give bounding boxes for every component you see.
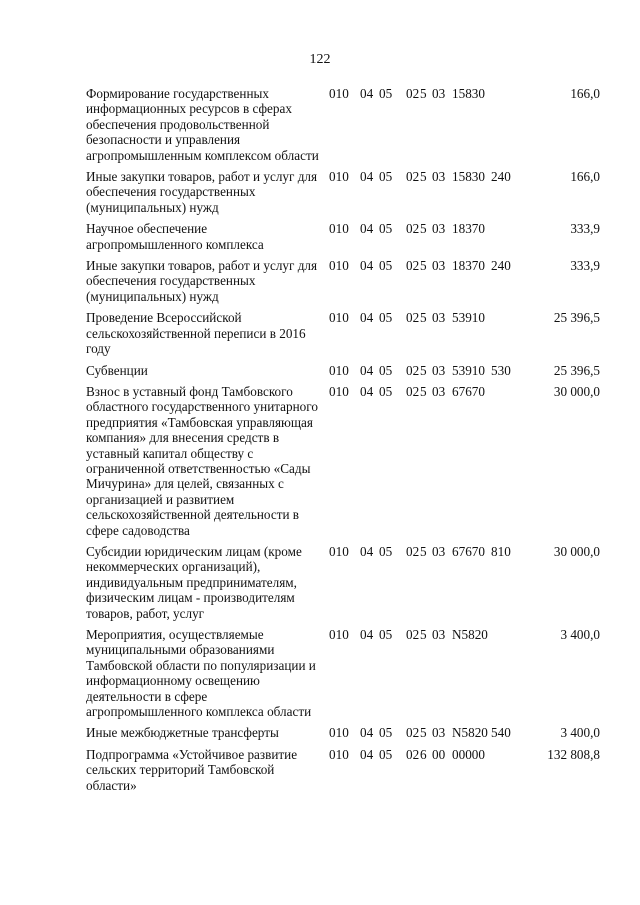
row-pr: 05	[379, 627, 393, 642]
row-event-code: 03	[432, 169, 446, 185]
row-rz: 04	[360, 725, 374, 741]
row-event-code: 03	[432, 221, 446, 237]
row-grbs: 010	[329, 86, 349, 101]
row-grbs: 010	[329, 362, 349, 378]
row-rz: 04	[360, 86, 374, 101]
row-expense-type	[491, 221, 520, 258]
row-direction-code: 67670	[452, 543, 485, 559]
table-row	[86, 310, 600, 362]
row-amount: 3 400,0	[560, 725, 600, 741]
row-pr: 05	[379, 746, 393, 762]
row-direction-code: 53910	[452, 362, 485, 378]
row-expense-type: 530	[491, 362, 511, 378]
row-grbs: 010	[329, 310, 349, 326]
row-pr: 05	[379, 221, 393, 237]
row-amount: 30 000,0	[553, 543, 600, 559]
row-event-code: 03	[432, 86, 446, 101]
row-program-code: 02	[406, 86, 420, 101]
row-grbs: 010	[329, 627, 349, 642]
row-rz: 04	[360, 627, 374, 642]
row-pr: 05	[379, 725, 393, 741]
row-expense-type: 810	[491, 543, 511, 559]
row-amount: 132 808,8	[547, 746, 600, 762]
row-pr: 05	[379, 362, 393, 378]
row-amount: 166,0	[570, 86, 600, 101]
row-direction-code: 18370	[452, 258, 485, 274]
row-program-code: 02	[406, 725, 420, 741]
row-direction-code: N5820	[452, 725, 488, 741]
row-grbs: 010	[329, 725, 349, 741]
row-expense-type	[491, 86, 520, 169]
row-event-code: 03	[432, 362, 446, 378]
row-program-code: 02	[406, 383, 420, 399]
row-subprogram-code: 5	[420, 725, 427, 741]
row-program-code: 02	[406, 258, 420, 274]
row-name: Субсидии юридическим лицам (кроме некоммерческих организаций), индивидуальным предпринимателям, физическим лицам - производителям товаров, работ, услуг	[86, 543, 302, 621]
table-row	[86, 258, 600, 310]
row-event-code: 03	[432, 543, 446, 559]
row-expense-type	[491, 310, 520, 362]
row-name: Формирование государственных информационных ресурсов в сферах обеспечения продовольственной безопасности и управления агропромышленным комплексом области	[86, 86, 319, 163]
row-direction-code: 00000	[452, 746, 485, 762]
row-name: Иные закупки товаров, работ и услуг для обеспечения государственных (муниципальных) нужд	[86, 169, 318, 215]
row-event-code: 03	[432, 383, 446, 399]
row-program-code: 02	[406, 627, 420, 642]
row-direction-code: 15830	[452, 169, 485, 185]
row-pr: 05	[379, 383, 393, 399]
budget-table	[86, 86, 600, 799]
row-name: Проведение Всероссийской сельскохозяйственной переписи в 2016 году	[86, 310, 306, 357]
row-subprogram-code: 5	[420, 169, 427, 185]
row-pr: 05	[379, 169, 393, 185]
row-subprogram-code: 5	[420, 543, 427, 559]
row-rz: 04	[360, 543, 374, 559]
row-direction-code: 53910	[452, 310, 485, 326]
row-grbs: 010	[329, 221, 349, 237]
row-subprogram-code: 5	[420, 627, 427, 642]
row-grbs: 010	[329, 746, 349, 762]
row-program-code: 02	[406, 362, 420, 378]
row-program-code: 02	[406, 310, 420, 326]
row-rz: 04	[360, 258, 374, 274]
row-rz: 04	[360, 362, 374, 378]
row-name: Иные межбюджетные трансферты	[86, 725, 279, 741]
table-row	[86, 544, 600, 627]
row-name: Взнос в уставный фонд Тамбовского областного государственного унитарного предприятия «Тамбовская управляющая компания» для внесения средств в уставный капитал обществу с ограниченной ответственностью «Сады Мичурина» для целей, связанных с организацией и развитием сельскохозяйственной деятельности в сфере садоводства	[86, 383, 318, 538]
table-row	[86, 747, 600, 799]
row-rz: 04	[360, 383, 374, 399]
table-row	[86, 363, 600, 384]
row-subprogram-code: 6	[420, 746, 427, 762]
row-name: Научное обеспечение агропромышленного комплекса	[86, 221, 264, 252]
row-name: Иные закупки товаров, работ и услуг для обеспечения государственных (муниципальных) нужд	[86, 258, 318, 304]
row-subprogram-code: 5	[420, 310, 427, 326]
row-expense-type	[491, 627, 520, 725]
row-subprogram-code: 5	[420, 362, 427, 378]
table-row	[86, 725, 600, 746]
row-direction-code: 15830	[452, 86, 485, 101]
row-program-code: 02	[406, 221, 420, 237]
row-pr: 05	[379, 258, 393, 274]
table-row	[86, 627, 600, 725]
row-amount: 25 396,5	[553, 310, 600, 326]
row-expense-type: 240	[491, 258, 511, 274]
row-program-code: 02	[406, 746, 420, 762]
row-event-code: 00	[432, 746, 446, 762]
row-program-code: 02	[406, 169, 420, 185]
row-event-code: 03	[432, 258, 446, 274]
table-row	[86, 221, 600, 258]
row-amount: 333,9	[570, 221, 600, 237]
row-event-code: 03	[432, 725, 446, 741]
row-event-code: 03	[432, 627, 446, 642]
row-expense-type: 540	[491, 725, 511, 741]
row-pr: 05	[379, 310, 393, 326]
row-pr: 05	[379, 543, 393, 559]
table-row	[86, 169, 600, 221]
row-amount: 333,9	[570, 258, 600, 274]
row-name: Подпрограмма «Устойчивое развитие сельских территорий Тамбовской области»	[86, 746, 298, 793]
row-program-code: 02	[406, 543, 420, 559]
row-grbs: 010	[329, 383, 349, 399]
row-amount: 30 000,0	[553, 383, 600, 399]
row-direction-code: 18370	[452, 221, 485, 237]
row-name: Мероприятия, осуществляемые муниципальными образованиями Тамбовской области по популяризации и информационному освещению деятельности в сфере агропромышленного комплекса области	[86, 627, 316, 720]
row-direction-code: N5820	[452, 627, 488, 642]
row-direction-code: 67670	[452, 383, 485, 399]
page-number: 122	[309, 52, 331, 67]
row-subprogram-code: 5	[420, 221, 427, 237]
row-expense-type	[491, 384, 520, 544]
row-expense-type	[491, 747, 520, 799]
row-rz: 04	[360, 310, 374, 326]
row-grbs: 010	[329, 258, 349, 274]
row-rz: 04	[360, 746, 374, 762]
row-subprogram-code: 5	[420, 258, 427, 274]
row-grbs: 010	[329, 543, 349, 559]
row-expense-type: 240	[491, 169, 511, 185]
row-rz: 04	[360, 169, 374, 185]
row-amount: 166,0	[570, 169, 600, 185]
row-event-code: 03	[432, 310, 446, 326]
row-subprogram-code: 5	[420, 383, 427, 399]
row-name: Субвенции	[86, 362, 148, 378]
row-amount: 3 400,0	[560, 627, 600, 642]
row-pr: 05	[379, 86, 393, 101]
row-rz: 04	[360, 221, 374, 237]
table-row	[86, 86, 600, 169]
row-grbs: 010	[329, 169, 349, 185]
row-subprogram-code: 5	[420, 86, 427, 101]
row-amount: 25 396,5	[553, 362, 600, 378]
table-row	[86, 384, 600, 544]
